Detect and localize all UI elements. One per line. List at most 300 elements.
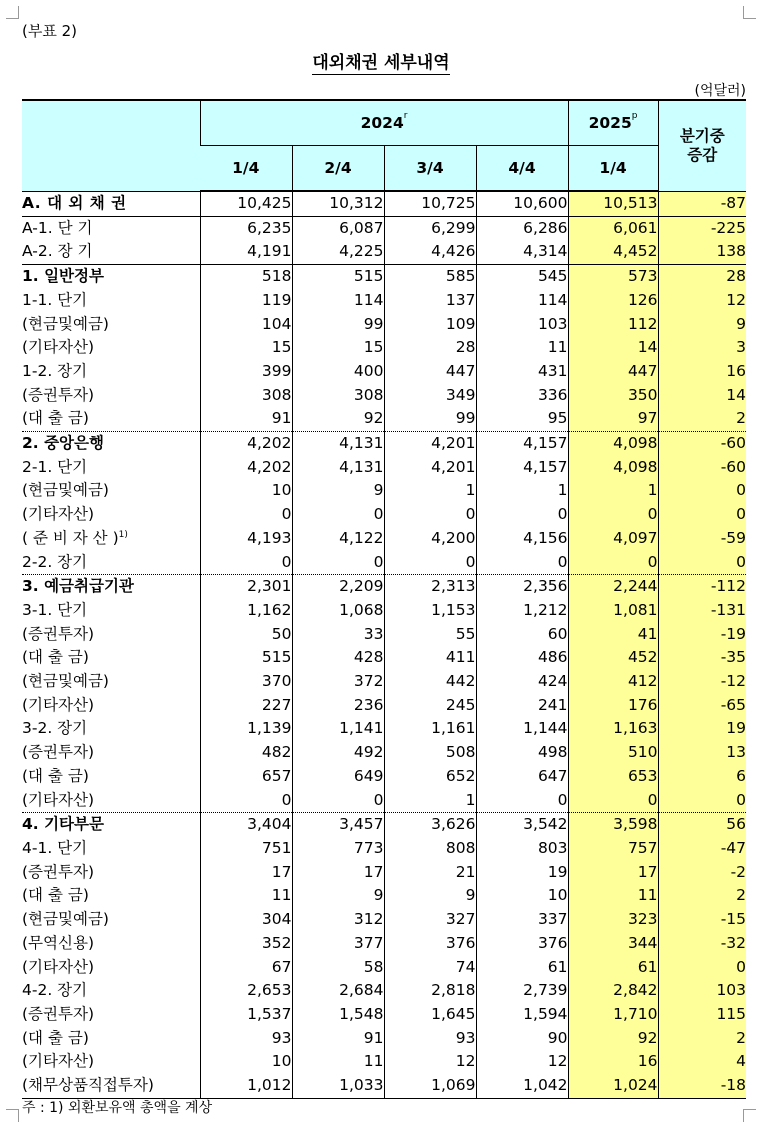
cell-q2-2024: 92 [292, 407, 384, 431]
cell-q4-2024: 4,157 [476, 432, 568, 456]
cell-q2-2024: 1,548 [292, 1003, 384, 1027]
cell-quarterly-change: 16 [658, 360, 746, 384]
cell-q3-2024: 808 [384, 837, 476, 861]
cell-q2-2024: 10,312 [292, 191, 384, 216]
cell-quarterly-change: -225 [658, 216, 746, 240]
cell-q3-2024: 0 [384, 551, 476, 575]
header-q3-2024: 3/4 [384, 146, 476, 192]
row-label-text: (증권투자) [22, 624, 94, 643]
cell-quarterly-change: -112 [658, 575, 746, 599]
cell-q3-2024: 55 [384, 623, 476, 647]
cell-quarterly-change: 2 [658, 407, 746, 431]
cell-q2-2024: 377 [292, 932, 384, 956]
cell-q1-2025: 0 [568, 551, 658, 575]
row-label [22, 741, 200, 765]
cell-quarterly-change: 115 [658, 1003, 746, 1027]
cell-q3-2024: 349 [384, 384, 476, 408]
cell-q4-2024: 61 [476, 956, 568, 980]
cell-q1-2025: 1,024 [568, 1074, 658, 1098]
table-row [22, 884, 746, 908]
table-row [22, 932, 746, 956]
cell-q4-2024: 241 [476, 694, 568, 718]
cell-quarterly-change: 4 [658, 1050, 746, 1074]
cell-q2-2024: 773 [292, 837, 384, 861]
table-row [22, 861, 746, 885]
table-row [22, 717, 746, 741]
corner-mark-bottom-right [743, 1109, 756, 1122]
table-row [22, 1027, 746, 1051]
cell-quarterly-change: 0 [658, 551, 746, 575]
cell-q4-2024: 0 [476, 551, 568, 575]
cell-q4-2024: 545 [476, 265, 568, 289]
row-label-text: (증권투자) [22, 743, 94, 762]
row-label-text: (기타자산) [22, 1052, 94, 1071]
cell-q4-2024: 337 [476, 908, 568, 932]
table-row [22, 360, 746, 384]
row-label [22, 623, 200, 647]
row-label-text: (증권투자) [22, 1004, 94, 1023]
cell-q3-2024: 1 [384, 479, 476, 503]
row-label-text: (증권투자) [22, 385, 94, 404]
cell-quarterly-change: 2 [658, 884, 746, 908]
cell-quarterly-change: -47 [658, 837, 746, 861]
row-label-text: (대 출 금) [22, 409, 89, 428]
table-row [22, 479, 746, 503]
cell-q1-2025: 17 [568, 861, 658, 885]
row-label [22, 861, 200, 885]
row-label-text: (대 출 금) [22, 766, 89, 785]
cell-q4-2024: 60 [476, 623, 568, 647]
cell-q2-2024: 91 [292, 1027, 384, 1051]
cell-q4-2024: 498 [476, 741, 568, 765]
cell-quarterly-change: -59 [658, 527, 746, 551]
cell-q1-2025: 2,244 [568, 575, 658, 599]
row-label [22, 360, 200, 384]
cell-q4-2024: 103 [476, 313, 568, 337]
cell-quarterly-change: -15 [658, 908, 746, 932]
cell-q1-2025: 0 [568, 503, 658, 527]
cell-q1-2025: 112 [568, 313, 658, 337]
cell-q2-2024: 2,209 [292, 575, 384, 599]
cell-q1-2025: 412 [568, 670, 658, 694]
cell-q1-2024: 0 [200, 503, 292, 527]
cell-q3-2024: 99 [384, 407, 476, 431]
cell-quarterly-change: -131 [658, 599, 746, 623]
row-label [22, 717, 200, 741]
table-row [22, 813, 746, 837]
row-label [22, 765, 200, 789]
cell-quarterly-change: 12 [658, 289, 746, 313]
cell-q4-2024: 431 [476, 360, 568, 384]
cell-q3-2024: 376 [384, 932, 476, 956]
cell-q1-2024: 2,653 [200, 979, 292, 1003]
cell-q1-2025: 510 [568, 741, 658, 765]
header-quarterly-change: 분기중 증감 [658, 100, 746, 191]
cell-q4-2024: 647 [476, 765, 568, 789]
table-row [22, 956, 746, 980]
table-row [22, 527, 746, 551]
row-label [22, 191, 200, 216]
cell-q1-2024: 518 [200, 265, 292, 289]
cell-q1-2024: 751 [200, 837, 292, 861]
cell-q4-2024: 11 [476, 336, 568, 360]
cell-q3-2024: 4,200 [384, 527, 476, 551]
row-label [22, 336, 200, 360]
cell-q3-2024: 4,426 [384, 240, 476, 264]
cell-q1-2024: 4,202 [200, 456, 292, 480]
table-row [22, 646, 746, 670]
row-label [22, 289, 200, 313]
cell-q1-2024: 352 [200, 932, 292, 956]
cell-q4-2024: 0 [476, 789, 568, 813]
cell-q1-2025: 344 [568, 932, 658, 956]
header-q1-2025: 1/4 [568, 146, 658, 192]
cell-quarterly-change: 0 [658, 479, 746, 503]
cell-q4-2024: 1,042 [476, 1074, 568, 1098]
cell-q3-2024: 12 [384, 1050, 476, 1074]
row-label [22, 479, 200, 503]
table-row [22, 1074, 746, 1098]
row-label [22, 908, 200, 932]
cell-q4-2024: 0 [476, 503, 568, 527]
table-row [22, 384, 746, 408]
cell-q1-2025: 1 [568, 479, 658, 503]
header-year-2025: 2025$^p$ [568, 100, 658, 146]
header-year-2024: 2024$^r$ [200, 100, 568, 146]
preliminary-marker: p [631, 111, 638, 121]
row-label [22, 1027, 200, 1051]
row-label-text: (현금및예금) [22, 910, 109, 929]
cell-quarterly-change: 3 [658, 336, 746, 360]
cell-q2-2024: 11 [292, 1050, 384, 1074]
cell-q4-2024: 19 [476, 861, 568, 885]
cell-q1-2024: 370 [200, 670, 292, 694]
cell-q4-2024: 90 [476, 1027, 568, 1051]
table-row [22, 191, 746, 216]
row-label [22, 884, 200, 908]
cell-q1-2024: 399 [200, 360, 292, 384]
table-row [22, 670, 746, 694]
header-q4-2024: 4/4 [476, 146, 568, 192]
cell-q4-2024: 114 [476, 289, 568, 313]
cell-q1-2025: 16 [568, 1050, 658, 1074]
cell-q1-2024: 1,139 [200, 717, 292, 741]
row-label-text: (기타자산) [22, 338, 94, 357]
cell-q4-2024: 2,356 [476, 575, 568, 599]
row-label [22, 527, 200, 551]
corner-mark-bottom-left [6, 1109, 19, 1122]
table-row [22, 240, 746, 264]
title-text: 대외채권 세부내역 [312, 53, 450, 73]
cell-q2-2024: 400 [292, 360, 384, 384]
row-label [22, 1003, 200, 1027]
cell-q1-2024: 17 [200, 861, 292, 885]
table-row [22, 599, 746, 623]
row-label [22, 837, 200, 861]
cell-q2-2024: 33 [292, 623, 384, 647]
cell-q3-2024: 245 [384, 694, 476, 718]
cell-q3-2024: 0 [384, 503, 476, 527]
cell-q3-2024: 585 [384, 265, 476, 289]
table-row [22, 216, 746, 240]
cell-q4-2024: 336 [476, 384, 568, 408]
cell-q1-2025: 1,710 [568, 1003, 658, 1027]
cell-q1-2025: 4,098 [568, 456, 658, 480]
claims-table [22, 99, 746, 1099]
cell-quarterly-change: 56 [658, 813, 746, 837]
cell-q4-2024: 803 [476, 837, 568, 861]
cell-q4-2024: 3,542 [476, 813, 568, 837]
cell-q3-2024: 1,069 [384, 1074, 476, 1098]
row-label-text: ( 준 비 자 산 ) [22, 528, 119, 547]
row-label [22, 694, 200, 718]
table-row [22, 551, 746, 575]
cell-q1-2025: 653 [568, 765, 658, 789]
table-row [22, 837, 746, 861]
table-row [22, 1003, 746, 1027]
cell-q2-2024: 58 [292, 956, 384, 980]
cell-q3-2024: 93 [384, 1027, 476, 1051]
row-label [22, 932, 200, 956]
cell-quarterly-change: 0 [658, 503, 746, 527]
cell-q1-2025: 2,842 [568, 979, 658, 1003]
table-row [22, 265, 746, 289]
row-label-text: (현금및예금) [22, 672, 109, 691]
cell-q2-2024: 9 [292, 884, 384, 908]
table-row [22, 407, 746, 431]
cell-q4-2024: 2,739 [476, 979, 568, 1003]
row-label [22, 240, 200, 264]
row-label-text: (기타자산) [22, 957, 94, 976]
header-q1-2024: 1/4 [200, 146, 292, 192]
table-row [22, 503, 746, 527]
cell-q1-2025: 1,081 [568, 599, 658, 623]
cell-q3-2024: 3,626 [384, 813, 476, 837]
cell-q1-2025: 4,097 [568, 527, 658, 551]
row-label-text: (대 출 금) [22, 1028, 89, 1047]
corner-mark-top-left [6, 6, 19, 19]
table-row [22, 289, 746, 313]
cell-q1-2024: 2,301 [200, 575, 292, 599]
cell-q1-2024: 6,235 [200, 216, 292, 240]
cell-quarterly-change: 9 [658, 313, 746, 337]
row-label-text: 3-2. 장기 [22, 719, 88, 738]
cell-q1-2025: 323 [568, 908, 658, 932]
cell-q1-2024: 10 [200, 1050, 292, 1074]
cell-q1-2024: 10 [200, 479, 292, 503]
row-label [22, 599, 200, 623]
cell-quarterly-change: 28 [658, 265, 746, 289]
table-row [22, 694, 746, 718]
cell-q2-2024: 0 [292, 503, 384, 527]
cell-quarterly-change: -19 [658, 623, 746, 647]
cell-q3-2024: 327 [384, 908, 476, 932]
cell-q3-2024: 74 [384, 956, 476, 980]
cell-q2-2024: 6,087 [292, 216, 384, 240]
cell-q3-2024: 1,153 [384, 599, 476, 623]
cell-quarterly-change: -2 [658, 861, 746, 885]
cell-q1-2024: 304 [200, 908, 292, 932]
cell-q2-2024: 515 [292, 265, 384, 289]
cell-q4-2024: 6,286 [476, 216, 568, 240]
row-label [22, 456, 200, 480]
cell-q2-2024: 4,131 [292, 456, 384, 480]
cell-q3-2024: 109 [384, 313, 476, 337]
cell-q2-2024: 308 [292, 384, 384, 408]
row-label [22, 216, 200, 240]
cell-q3-2024: 447 [384, 360, 476, 384]
cell-q3-2024: 1,645 [384, 1003, 476, 1027]
row-label [22, 407, 200, 431]
table-row [22, 789, 746, 813]
row-label-text: 4-2. 장기 [22, 981, 88, 1000]
cell-q2-2024: 114 [292, 289, 384, 313]
revised-marker: r [403, 111, 408, 121]
cell-q1-2024: 1,012 [200, 1074, 292, 1098]
cell-q1-2024: 0 [200, 789, 292, 813]
cell-q4-2024: 10,600 [476, 191, 568, 216]
row-label [22, 503, 200, 527]
cell-quarterly-change: -60 [658, 456, 746, 480]
row-label-text: (무역신용) [22, 933, 94, 952]
cell-q1-2024: 3,404 [200, 813, 292, 837]
cell-quarterly-change: 0 [658, 789, 746, 813]
cell-q3-2024: 1 [384, 789, 476, 813]
cell-q2-2024: 4,131 [292, 432, 384, 456]
cell-q3-2024: 652 [384, 765, 476, 789]
cell-q2-2024: 372 [292, 670, 384, 694]
row-label-text: 2. 중앙은행 [22, 434, 104, 453]
cell-quarterly-change: -12 [658, 670, 746, 694]
cell-q1-2025: 97 [568, 407, 658, 431]
row-label [22, 956, 200, 980]
table-row [22, 432, 746, 456]
cell-q1-2024: 15 [200, 336, 292, 360]
cell-q1-2025: 3,598 [568, 813, 658, 837]
cell-q1-2025: 573 [568, 265, 658, 289]
row-label-text: 2-1. 단기 [22, 457, 88, 476]
cell-q3-2024: 2,313 [384, 575, 476, 599]
cell-q4-2024: 376 [476, 932, 568, 956]
cell-q1-2025: 92 [568, 1027, 658, 1051]
cell-q3-2024: 411 [384, 646, 476, 670]
cell-q1-2024: 308 [200, 384, 292, 408]
cell-q2-2024: 2,684 [292, 979, 384, 1003]
cell-q3-2024: 9 [384, 884, 476, 908]
cell-q1-2024: 10,425 [200, 191, 292, 216]
footnote: 주 : 1) 외환보유액 총액을 계상 [22, 1100, 213, 1116]
cell-q1-2024: 4,193 [200, 527, 292, 551]
row-label [22, 265, 200, 289]
row-label-text: 1-2. 장기 [22, 361, 88, 380]
unit-label: (억달러) [694, 83, 746, 99]
cell-quarterly-change: 2 [658, 1027, 746, 1051]
page-title [0, 48, 762, 73]
cell-q1-2024: 0 [200, 551, 292, 575]
row-label [22, 670, 200, 694]
row-label-text: A. 대 외 채 권 [22, 193, 127, 212]
cell-q3-2024: 508 [384, 741, 476, 765]
table-body [22, 191, 746, 1098]
row-label-text: 1. 일반정부 [22, 267, 104, 286]
row-label-text: 3. 예금취급기관 [22, 577, 134, 596]
row-label [22, 979, 200, 1003]
cell-q2-2024: 1,141 [292, 717, 384, 741]
row-label [22, 1050, 200, 1074]
table-row [22, 623, 746, 647]
cell-q1-2024: 1,537 [200, 1003, 292, 1027]
row-label-text: (현금및예금) [22, 314, 109, 333]
row-label [22, 813, 200, 837]
cell-q1-2024: 50 [200, 623, 292, 647]
cell-q4-2024: 1,594 [476, 1003, 568, 1027]
cell-q1-2024: 227 [200, 694, 292, 718]
cell-q3-2024: 4,201 [384, 456, 476, 480]
cell-q4-2024: 1,144 [476, 717, 568, 741]
cell-q2-2024: 0 [292, 551, 384, 575]
cell-q1-2025: 126 [568, 289, 658, 313]
cell-q1-2024: 67 [200, 956, 292, 980]
row-label-text: (기타자산) [22, 790, 94, 809]
cell-q4-2024: 1 [476, 479, 568, 503]
cell-quarterly-change: 103 [658, 979, 746, 1003]
cell-q2-2024: 492 [292, 741, 384, 765]
cell-quarterly-change: 13 [658, 741, 746, 765]
table-row [22, 575, 746, 599]
cell-q2-2024: 15 [292, 336, 384, 360]
cell-q1-2025: 6,061 [568, 216, 658, 240]
row-label [22, 1074, 200, 1098]
cell-q2-2024: 3,457 [292, 813, 384, 837]
cell-quarterly-change: 6 [658, 765, 746, 789]
row-label-text: (대 출 금) [22, 886, 89, 905]
cell-q2-2024: 1,068 [292, 599, 384, 623]
row-label-text: (채무상품직접투자) [22, 1076, 154, 1095]
cell-q3-2024: 1,161 [384, 717, 476, 741]
cell-quarterly-change: 14 [658, 384, 746, 408]
cell-q1-2025: 41 [568, 623, 658, 647]
header-row-years [22, 100, 746, 146]
table-row [22, 336, 746, 360]
cell-q2-2024: 312 [292, 908, 384, 932]
row-label-text: (증권투자) [22, 862, 94, 881]
cell-q1-2025: 350 [568, 384, 658, 408]
cell-q3-2024: 2,818 [384, 979, 476, 1003]
cell-quarterly-change: -35 [658, 646, 746, 670]
cell-q2-2024: 1,033 [292, 1074, 384, 1098]
cell-q4-2024: 4,314 [476, 240, 568, 264]
cell-quarterly-change: 19 [658, 717, 746, 741]
row-label-text: 4-1. 단기 [22, 838, 88, 857]
header-q2-2024: 2/4 [292, 146, 384, 192]
row-label-text: 1-1. 단기 [22, 290, 88, 309]
cell-q3-2024: 28 [384, 336, 476, 360]
cell-q2-2024: 4,225 [292, 240, 384, 264]
cell-q1-2025: 11 [568, 884, 658, 908]
cell-q4-2024: 4,157 [476, 456, 568, 480]
cell-q2-2024: 236 [292, 694, 384, 718]
row-label-text: A-2. 장 기 [22, 242, 93, 261]
cell-q1-2024: 515 [200, 646, 292, 670]
row-label [22, 575, 200, 599]
header-label-cell [22, 100, 200, 191]
cell-q1-2025: 452 [568, 646, 658, 670]
cell-q2-2024: 9 [292, 479, 384, 503]
cell-quarterly-change: -60 [658, 432, 746, 456]
cell-q4-2024: 1,212 [476, 599, 568, 623]
cell-q1-2024: 119 [200, 289, 292, 313]
cell-q1-2024: 91 [200, 407, 292, 431]
